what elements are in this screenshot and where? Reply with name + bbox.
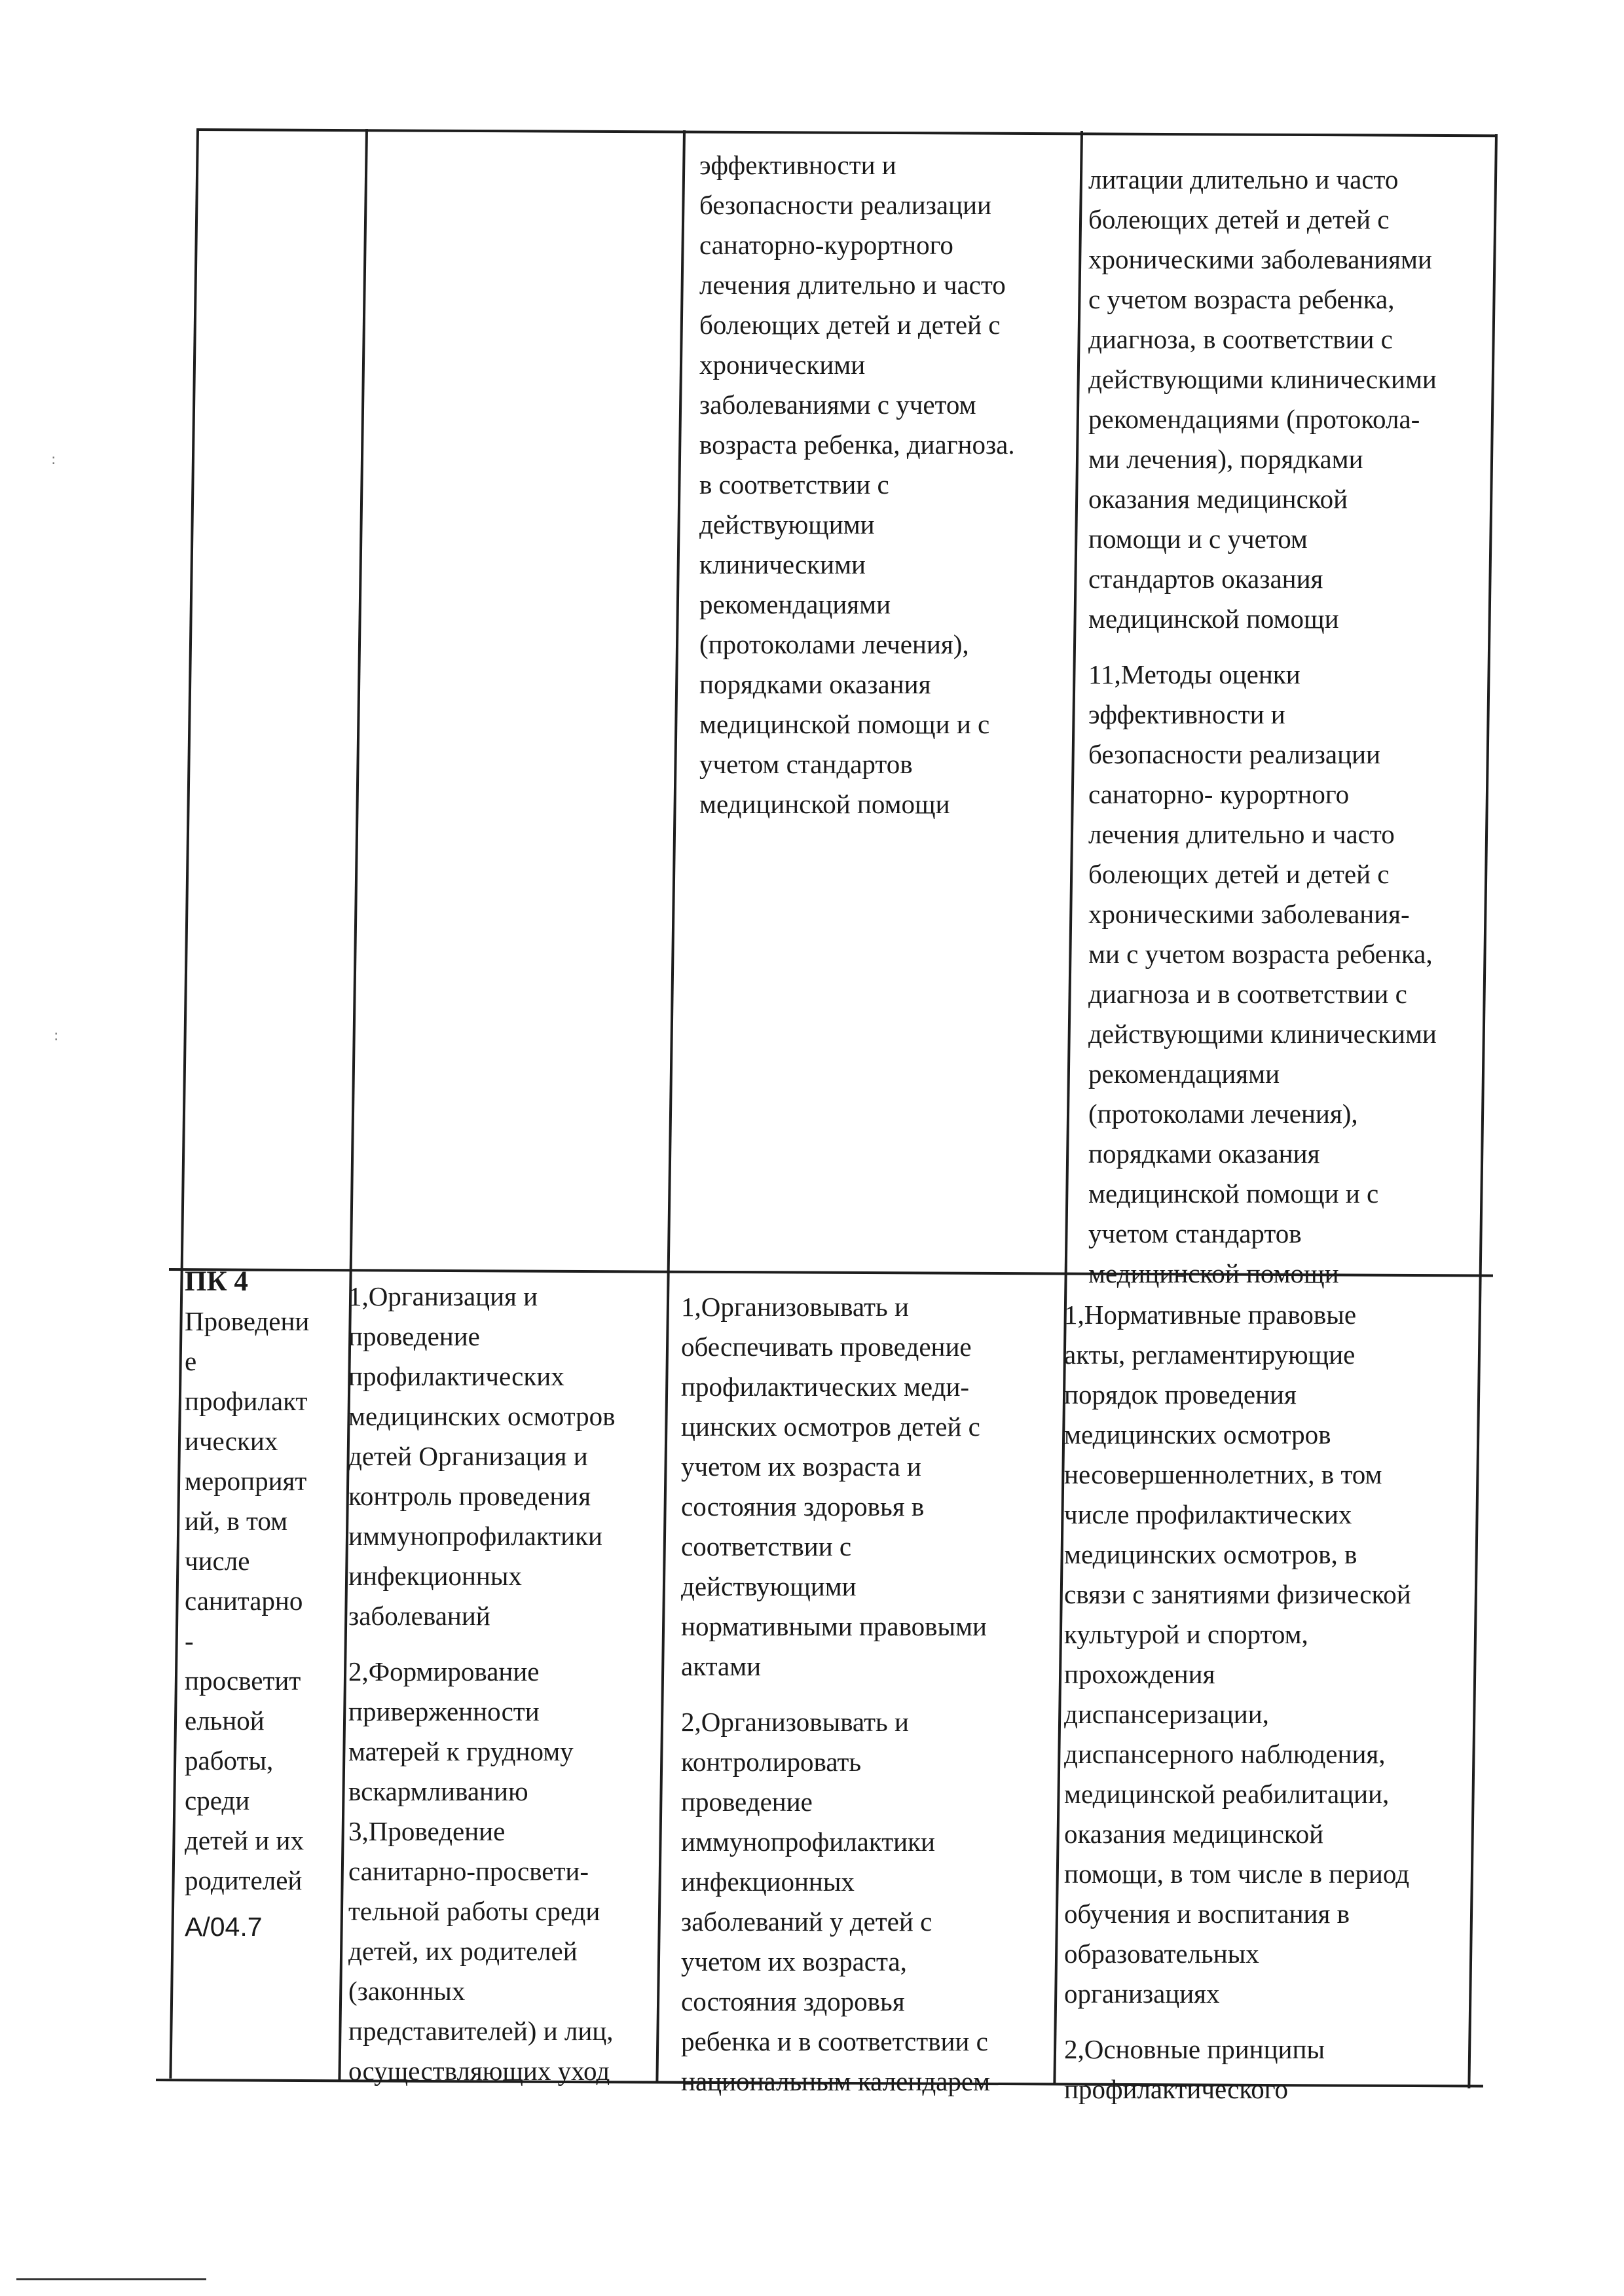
text-line: 1,Организовывать и (681, 1292, 909, 1322)
text-line: ельной (185, 1705, 265, 1736)
text-line: санаторно- курортного (1088, 779, 1350, 809)
text-line: (протоколами лечения), (1088, 1099, 1358, 1129)
text-line: прохождения (1064, 1659, 1215, 1689)
text-line: организациях (1064, 1978, 1220, 2009)
text-line: диагноза и в соответствии с (1088, 979, 1407, 1009)
text-line: лечения длительно и часто (1088, 819, 1395, 849)
paragraph (1088, 160, 1488, 639)
text-line: тельной работы среди (348, 1896, 600, 1926)
text-line: 2,Организовывать и (681, 1707, 909, 1737)
text-line: медицинской помощи и с (699, 709, 990, 739)
text-line: среди (185, 1785, 250, 1815)
text-line: осуществляющих уход (348, 2056, 610, 2086)
row2-col2-cell (348, 1277, 663, 2091)
text-line: литации длительно и часто (1088, 164, 1399, 194)
text-line: несовершеннолетних, в том (1064, 1459, 1382, 1489)
row1-col3-cell (699, 145, 1073, 824)
text-line: работы, (185, 1745, 274, 1776)
text-line: актами (681, 1651, 762, 1681)
text-line: лечения длительно и часто (699, 270, 1006, 300)
text-line: инфекционных (348, 1561, 522, 1591)
text-line: профилакт (185, 1386, 308, 1416)
text-line: учетом стандартов (699, 749, 913, 779)
text-line: акты, регламентирующие (1064, 1339, 1356, 1370)
text-line: возраста ребенка, диагноза. (699, 429, 1015, 460)
competency-reference: А/04.7 (185, 1912, 263, 1942)
text-line: медицинской помощи (1088, 1258, 1339, 1288)
paragraph (681, 1702, 1067, 2102)
text-line: проведение (681, 1787, 813, 1817)
text-line: рекомендациями (1088, 1059, 1280, 1089)
text-line: медицинской помощи и с (1088, 1178, 1379, 1209)
paragraph (699, 145, 1073, 824)
text-line: 2,Основные принципы (1064, 2034, 1325, 2064)
text-line: (протоколами лечения), (699, 629, 969, 659)
text-line: инфекционных (681, 1867, 855, 1897)
text-line: 11,Методы оценки (1088, 659, 1301, 689)
text-line: медицинских осмотров (1064, 1419, 1331, 1449)
text-line: в соответствии с (699, 469, 889, 500)
text-line: состояния здоровья (681, 1986, 905, 2016)
row2-col1-cell (185, 1262, 335, 1947)
text-line: болеющих детей и детей с (1088, 859, 1390, 889)
text-line: связи с занятиями физической (1064, 1579, 1411, 1609)
text-line: проведение (348, 1321, 480, 1351)
text-line: профилактических меди- (681, 1372, 970, 1402)
text-line: национальным календарем (681, 2066, 991, 2096)
text-line: заболеваний (348, 1601, 490, 1631)
text-line: просветит (185, 1666, 301, 1696)
paragraph (681, 1287, 1067, 1686)
paragraph (348, 1277, 663, 1636)
text-line: безопасности реализации (699, 190, 991, 220)
text-line: помощи и с учетом (1088, 524, 1308, 554)
text-line: 3,Проведение (348, 1816, 506, 1846)
text-line: состояния здоровья в (681, 1491, 925, 1522)
text-line: оказания медицинской (1064, 1819, 1324, 1849)
text-line: ми с учетом возраста ребенка, (1088, 939, 1433, 969)
text-line: эффективности и (1088, 699, 1285, 729)
text-line: соответствии с (681, 1531, 852, 1561)
text-line: 1,Организация и (348, 1281, 538, 1311)
text-line: ми лечения), порядками (1088, 444, 1363, 474)
text-line: учетом стандартов (1088, 1218, 1302, 1248)
text-line: порядок проведения (1064, 1379, 1297, 1410)
row1-col4-cell (1088, 160, 1488, 1294)
text-line: профилактических (348, 1361, 564, 1391)
text-line: матерей к грудному (348, 1736, 574, 1766)
text-line: ребенка и в соответствии с (681, 2026, 988, 2056)
row2-col3-cell (681, 1287, 1067, 2102)
text-line: болеющих детей и детей с (699, 310, 1001, 340)
text-line: приверженности (348, 1696, 540, 1726)
text-line: учетом их возраста и (681, 1451, 921, 1482)
text-line: обучения и воспитания в (1064, 1899, 1350, 1929)
text-line: заболеваниями с учетом (699, 390, 976, 420)
text-line: нормативными правовыми (681, 1611, 987, 1641)
text-line: медицинской помощи (1088, 604, 1339, 634)
paragraph (1064, 2030, 1490, 2109)
text-line: медицинских осмотров, в (1064, 1539, 1357, 1569)
text-line: безопасности реализации (1088, 739, 1380, 769)
text-line: действующими (699, 509, 875, 539)
text-line: Проведени (185, 1306, 310, 1336)
text-line: действующими клиническими (1088, 1019, 1437, 1049)
text-line: числе (185, 1546, 250, 1576)
text-line: детей Организация и (348, 1441, 588, 1471)
text-line: хроническими заболеваниями (1088, 244, 1432, 274)
scan-mark: : (51, 452, 56, 468)
text-line: стандартов оказания (1088, 564, 1323, 594)
text-line: иммунопрофилактики (348, 1521, 602, 1551)
text-line: действующими клиническими (1088, 364, 1437, 394)
row2-col4-cell (1064, 1295, 1490, 2109)
text-line: порядками оказания (1088, 1139, 1320, 1169)
text-line: клиническими (699, 549, 866, 579)
competency-title (185, 1302, 335, 1901)
scan-mark: : (54, 1028, 59, 1044)
text-line: санаторно-курортного (699, 230, 953, 260)
text-line: действующими (681, 1571, 857, 1601)
text-line: учетом их возраста, (681, 1946, 907, 1977)
text-line: диспансерного наблюдения, (1064, 1739, 1386, 1769)
table-top-border (196, 128, 1496, 137)
text-line: заболеваний у детей с (681, 1906, 932, 1937)
text-line: контролировать (681, 1747, 862, 1777)
text-line: - (185, 1626, 194, 1656)
paragraph (348, 1652, 663, 2091)
text-line: детей и их (185, 1825, 304, 1855)
text-line: е (185, 1346, 197, 1376)
text-line: 2,Формирование (348, 1656, 540, 1686)
text-line: числе профилактических (1064, 1499, 1352, 1529)
text-line: родителей (185, 1865, 303, 1895)
text-line: с учетом возраста ребенка, (1088, 284, 1395, 314)
text-line: диагноза, в соответствии с (1088, 324, 1393, 354)
text-line: рекомендациями (699, 589, 891, 619)
text-line: диспансеризации, (1064, 1699, 1269, 1729)
text-line: ических (185, 1426, 278, 1456)
text-line: хроническими (699, 350, 866, 380)
footnote-rule (16, 2278, 206, 2280)
text-line: болеющих детей и детей с (1088, 204, 1390, 234)
paragraph (1064, 1295, 1490, 2014)
text-line: контроль проведения (348, 1481, 591, 1511)
text-line: порядками оказания (699, 669, 931, 699)
text-line: профилактического (1064, 2074, 1289, 2104)
text-line: детей, их родителей (348, 1936, 578, 1966)
text-line: цинских осмотров детей с (681, 1412, 980, 1442)
text-line: медицинской помощи (699, 789, 950, 819)
text-line: мероприят (185, 1466, 307, 1496)
text-line: культурой и спортом, (1064, 1619, 1308, 1649)
text-line: вскармливанию (348, 1776, 528, 1806)
text-line: помощи, в том числе в период (1064, 1859, 1410, 1889)
text-line: представителей) и лиц, (348, 2016, 614, 2046)
text-line: эффективности и (699, 150, 896, 180)
text-line: образовательных (1064, 1939, 1259, 1969)
text-line: санитарно (185, 1586, 303, 1616)
text-line: 1,Нормативные правовые (1064, 1300, 1357, 1330)
text-line: оказания медицинской (1088, 484, 1348, 514)
text-line: иммунопрофилактики (681, 1827, 935, 1857)
text-line: медицинской реабилитации, (1064, 1779, 1390, 1809)
text-line: ий, в том (185, 1506, 288, 1536)
paragraph (1088, 655, 1488, 1294)
text-line: (законных (348, 1976, 466, 2006)
competency-code: ПК 4 (185, 1266, 248, 1297)
text-line: обеспечивать проведение (681, 1332, 972, 1362)
text-line: хроническими заболевания- (1088, 899, 1410, 929)
text-line: санитарно-просвети- (348, 1856, 589, 1886)
text-line: рекомендациями (протокола- (1088, 404, 1420, 434)
text-line: медицинских осмотров (348, 1401, 616, 1431)
